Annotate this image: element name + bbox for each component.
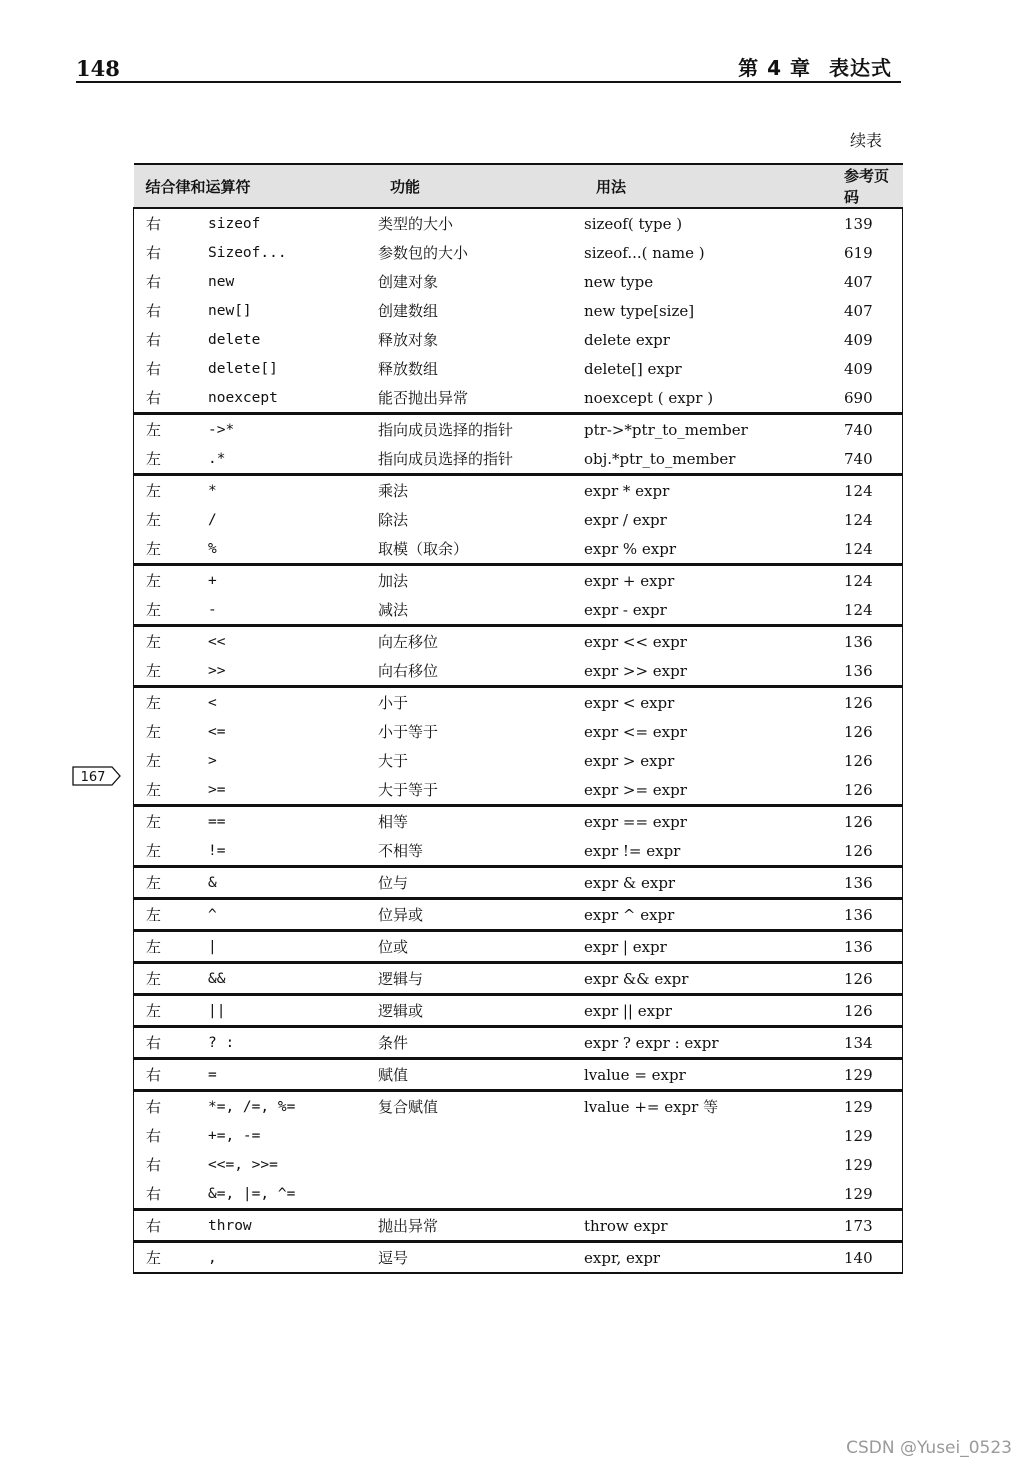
table-row (134, 899, 903, 931)
table-row (134, 746, 903, 775)
usage-cell (584, 1121, 828, 1150)
assoc-cell: 右 (146, 244, 162, 262)
page-ref-cell: 124 (844, 481, 873, 500)
assoc-cell: 左 (146, 662, 162, 680)
table-group (134, 1027, 903, 1059)
usage-cell: sizeof( type ) (584, 214, 683, 233)
function-cell: 抛出异常 (378, 1217, 439, 1235)
assoc-cell: 左 (146, 450, 162, 468)
page-ref-cell: 140 (844, 1248, 873, 1267)
assoc-cell: 右 (146, 215, 162, 233)
table-row (134, 1242, 903, 1274)
table-group (134, 1210, 903, 1242)
operator-cell: % (208, 540, 217, 557)
usage-cell: expr * expr (584, 481, 670, 500)
function-cell: 创建对象 (378, 273, 439, 291)
assoc-cell: 右 (146, 331, 162, 349)
table-row (134, 806, 903, 837)
operator-cell: &=, |=, ^= (208, 1185, 296, 1202)
page-ref-cell: 129 (844, 1126, 873, 1145)
page-ref-cell: 126 (844, 1001, 873, 1020)
table-row (134, 626, 903, 657)
operator-cell: <= (208, 723, 226, 740)
page-ref-cell: 619 (844, 243, 873, 262)
assoc-cell: 左 (146, 1249, 162, 1267)
table-row (134, 595, 903, 626)
table-row (134, 383, 903, 414)
operator-cell: ^ (208, 906, 217, 923)
table-group (134, 626, 903, 687)
function-cell: 创建数组 (378, 302, 439, 320)
usage-cell: throw expr (584, 1216, 668, 1235)
assoc-cell: 左 (146, 601, 162, 619)
function-cell: 加法 (378, 572, 409, 590)
page-ref-cell: 136 (844, 937, 873, 956)
column-header-function: 功能 (390, 177, 421, 196)
table-row (134, 656, 903, 687)
page-ref-cell: 407 (844, 301, 873, 320)
function-cell: 大于等于 (378, 781, 439, 799)
operator-cell: <<=, >>= (208, 1156, 278, 1173)
column-header-assoc-operator: 结合律和运算符 (145, 177, 251, 196)
operator-cell: , (208, 1249, 217, 1266)
page-ref-cell: 409 (844, 330, 873, 349)
page-ref-cell: 690 (844, 388, 873, 407)
table-group (134, 867, 903, 899)
table-group (134, 995, 903, 1027)
table-row (134, 717, 903, 746)
page-ref-cell: 124 (844, 510, 873, 529)
usage-cell: expr, expr (584, 1248, 661, 1267)
assoc-cell: 左 (146, 906, 162, 924)
page-ref-cell: 129 (844, 1184, 873, 1203)
page-ref-cell: 139 (844, 214, 873, 233)
chapter-title: 表达式 (829, 56, 892, 80)
function-cell: 释放数组 (378, 360, 439, 378)
page-ref-cell: 134 (844, 1033, 873, 1052)
usage-cell: new type[size] (584, 301, 695, 320)
page-ref-cell: 129 (844, 1155, 873, 1174)
usage-cell: expr != expr (584, 841, 681, 860)
operator-cell: new[] (208, 302, 252, 319)
operator-cell: .* (208, 450, 226, 467)
margin-arrow-icon (72, 766, 122, 786)
operator-cell: && (208, 970, 226, 987)
usage-cell: expr | expr (584, 937, 667, 956)
page-ref-cell: 407 (844, 272, 873, 291)
table-group (134, 687, 903, 806)
table-row (134, 1059, 903, 1091)
assoc-cell: 左 (146, 511, 162, 529)
table-group (134, 899, 903, 931)
usage-cell: expr && expr (584, 969, 689, 988)
function-cell: 位异或 (378, 906, 424, 924)
usage-cell: expr == expr (584, 812, 687, 831)
assoc-cell: 左 (146, 938, 162, 956)
header-rule (76, 81, 901, 83)
page-ref-cell: 173 (844, 1216, 873, 1235)
table-row (134, 354, 903, 383)
usage-cell: delete expr (584, 330, 670, 349)
operator-cell: ->* (208, 421, 235, 438)
page-ref-cell: 129 (844, 1065, 873, 1084)
function-cell: 指向成员选择的指针 (378, 450, 514, 468)
assoc-cell: 左 (146, 842, 162, 860)
page-ref-cell: 409 (844, 359, 873, 378)
table-row (134, 867, 903, 899)
assoc-cell: 右 (146, 1098, 162, 1116)
table-header (134, 164, 903, 208)
assoc-cell: 左 (146, 970, 162, 988)
page-number: 148 (76, 56, 120, 81)
assoc-cell: 右 (146, 1217, 162, 1235)
function-cell: 复合赋值 (378, 1098, 439, 1116)
table-row (134, 995, 903, 1027)
header-row (134, 164, 903, 208)
function-cell (378, 1121, 584, 1150)
function-cell: 条件 (378, 1034, 409, 1052)
page-ref-cell: 126 (844, 693, 873, 712)
assoc-cell: 左 (146, 482, 162, 500)
table-group (134, 475, 903, 565)
table-row (134, 296, 903, 325)
table-row (134, 1027, 903, 1059)
table-row (134, 475, 903, 506)
assoc-cell: 右 (146, 273, 162, 291)
operator-cell: +=, -= (208, 1127, 261, 1144)
usage-cell: expr <= expr (584, 722, 687, 741)
assoc-cell: 左 (146, 540, 162, 558)
assoc-cell: 左 (146, 781, 162, 799)
usage-cell: obj.*ptr_to_member (584, 449, 736, 468)
table-row (134, 1150, 903, 1179)
chapter-heading (738, 52, 892, 81)
function-cell: 指向成员选择的指针 (378, 421, 514, 439)
operator-cell: delete[] (208, 360, 278, 377)
assoc-cell: 左 (146, 723, 162, 741)
operator-cell: sizeof (208, 215, 261, 232)
assoc-cell: 右 (146, 389, 162, 407)
usage-cell: expr / expr (584, 510, 667, 529)
function-cell: 赋值 (378, 1066, 409, 1084)
page-ref-cell: 124 (844, 539, 873, 558)
function-cell: 位或 (378, 938, 409, 956)
operator-cell: *=, /=, %= (208, 1098, 296, 1115)
usage-cell: expr ^ expr (584, 905, 675, 924)
operator-cell: noexcept (208, 389, 278, 406)
operator-cell: ? : (208, 1034, 235, 1051)
table-group (134, 1242, 903, 1274)
usage-cell (584, 1179, 828, 1210)
operator-cell: = (208, 1066, 217, 1083)
table-row (134, 1179, 903, 1210)
assoc-cell: 右 (146, 1127, 162, 1145)
table-row (134, 444, 903, 475)
assoc-cell: 左 (146, 694, 162, 712)
usage-cell: new type (584, 272, 654, 291)
table-row (134, 505, 903, 534)
operator-cell: delete (208, 331, 261, 348)
assoc-cell: 右 (146, 1156, 162, 1174)
margin-page-reference (72, 766, 122, 786)
function-cell: 小于 (378, 694, 409, 712)
table-row (134, 963, 903, 995)
page-ref-cell: 136 (844, 905, 873, 924)
operator-cell: >> (208, 662, 226, 679)
function-cell: 减法 (378, 601, 409, 619)
page-ref-cell: 124 (844, 571, 873, 590)
assoc-cell: 右 (146, 1066, 162, 1084)
function-cell: 参数包的大小 (378, 244, 469, 262)
operator-cell: != (208, 842, 226, 859)
table-group (134, 565, 903, 626)
assoc-cell: 左 (146, 572, 162, 590)
assoc-cell: 左 (146, 633, 162, 651)
assoc-cell: 左 (146, 421, 162, 439)
page-ref-cell: 126 (844, 812, 873, 831)
usage-cell: lvalue = expr (584, 1065, 686, 1084)
usage-cell: expr > expr (584, 751, 675, 770)
page-ref-cell: 126 (844, 751, 873, 770)
operator-cell: throw (208, 1217, 252, 1234)
table-row (134, 267, 903, 296)
page-ref-cell: 126 (844, 969, 873, 988)
usage-cell: expr << expr (584, 632, 687, 651)
column-header-usage: 用法 (596, 177, 627, 196)
table-row (134, 534, 903, 565)
page-ref-cell: 136 (844, 873, 873, 892)
operator-cell: + (208, 572, 217, 589)
table-row (134, 687, 903, 718)
function-cell: 大于 (378, 752, 409, 770)
assoc-cell: 右 (146, 302, 162, 320)
chapter-number: 第 4 章 (738, 56, 811, 80)
operator-cell: == (208, 813, 226, 830)
watermark: CSDN @Yusei_0523 (846, 1438, 1012, 1458)
usage-cell (584, 1150, 828, 1179)
function-cell (378, 1150, 584, 1179)
function-cell: 乘法 (378, 482, 409, 500)
function-cell: 能否抛出异常 (378, 389, 469, 407)
table-group (134, 1091, 903, 1210)
table-group (134, 1059, 903, 1091)
assoc-cell: 右 (146, 1185, 162, 1203)
function-cell: 相等 (378, 813, 409, 831)
assoc-cell: 左 (146, 813, 162, 831)
usage-cell: expr + expr (584, 571, 675, 590)
column-header-page: 参考页码 (844, 167, 890, 206)
table-row (134, 565, 903, 596)
operator-cell: / (208, 511, 217, 528)
operator-cell: Sizeof... (208, 244, 287, 261)
usage-cell: noexcept ( expr ) (584, 388, 714, 407)
function-cell: 位与 (378, 874, 409, 892)
function-cell: 向左移位 (378, 633, 439, 651)
page-ref-cell: 740 (844, 449, 873, 468)
table-row (134, 836, 903, 867)
table-row (134, 931, 903, 963)
table-row (134, 1210, 903, 1242)
assoc-cell: 右 (146, 1034, 162, 1052)
operator-cell: || (208, 1002, 226, 1019)
operator-cell: < (208, 694, 217, 711)
function-cell: 逻辑与 (378, 970, 424, 988)
page-ref-cell: 126 (844, 841, 873, 860)
function-cell: 向右移位 (378, 662, 439, 680)
function-cell: 类型的大小 (378, 215, 454, 233)
function-cell: 除法 (378, 511, 409, 529)
usage-cell: expr >> expr (584, 661, 687, 680)
operator-cell: - (208, 601, 217, 618)
usage-cell: sizeof...( name ) (584, 243, 705, 262)
table-group (134, 931, 903, 963)
page-ref-cell: 136 (844, 632, 873, 651)
operator-cell: << (208, 633, 226, 650)
function-cell: 不相等 (378, 842, 424, 860)
usage-cell: expr ? expr : expr (584, 1033, 719, 1052)
function-cell: 释放对象 (378, 331, 439, 349)
usage-cell: expr & expr (584, 873, 676, 892)
page-ref-cell: 129 (844, 1097, 873, 1116)
usage-cell: lvalue += expr 等 (584, 1098, 719, 1116)
operator-precedence-table (133, 163, 903, 1274)
page-ref-cell: 126 (844, 780, 873, 799)
table-group (134, 208, 903, 414)
table-row (134, 775, 903, 806)
function-cell: 取模（取余） (378, 540, 469, 558)
operator-cell: | (208, 938, 217, 955)
usage-cell: expr || expr (584, 1001, 672, 1020)
table-group (134, 806, 903, 867)
page-ref-cell: 740 (844, 420, 873, 439)
assoc-cell: 左 (146, 874, 162, 892)
page-ref-cell: 136 (844, 661, 873, 680)
usage-cell: ptr->*ptr_to_member (584, 420, 748, 439)
table-row (134, 325, 903, 354)
usage-cell: expr % expr (584, 539, 677, 558)
table-row (134, 1091, 903, 1122)
usage-cell: expr >= expr (584, 780, 687, 799)
function-cell: 逗号 (378, 1249, 409, 1267)
table-row (134, 208, 903, 238)
usage-cell: expr - expr (584, 600, 667, 619)
table-group (134, 414, 903, 475)
assoc-cell: 左 (146, 1002, 162, 1020)
operator-cell: & (208, 874, 217, 891)
function-cell: 逻辑或 (378, 1002, 424, 1020)
operator-cell: new (208, 273, 235, 290)
usage-cell: expr < expr (584, 693, 675, 712)
table-row (134, 1121, 903, 1150)
table-row (134, 238, 903, 267)
page-ref-cell: 124 (844, 600, 873, 619)
operator-cell: > (208, 752, 217, 769)
table-row (134, 414, 903, 445)
operator-cell: * (208, 482, 217, 499)
assoc-cell: 右 (146, 360, 162, 378)
assoc-cell: 左 (146, 752, 162, 770)
continued-label: 续表 (849, 131, 882, 150)
table-group (134, 963, 903, 995)
function-cell: 小于等于 (378, 723, 439, 741)
margin-reference-number: 167 (80, 770, 106, 785)
usage-cell: delete[] expr (584, 359, 682, 378)
operator-cell: >= (208, 781, 226, 798)
function-cell (378, 1179, 584, 1210)
page-ref-cell: 126 (844, 722, 873, 741)
